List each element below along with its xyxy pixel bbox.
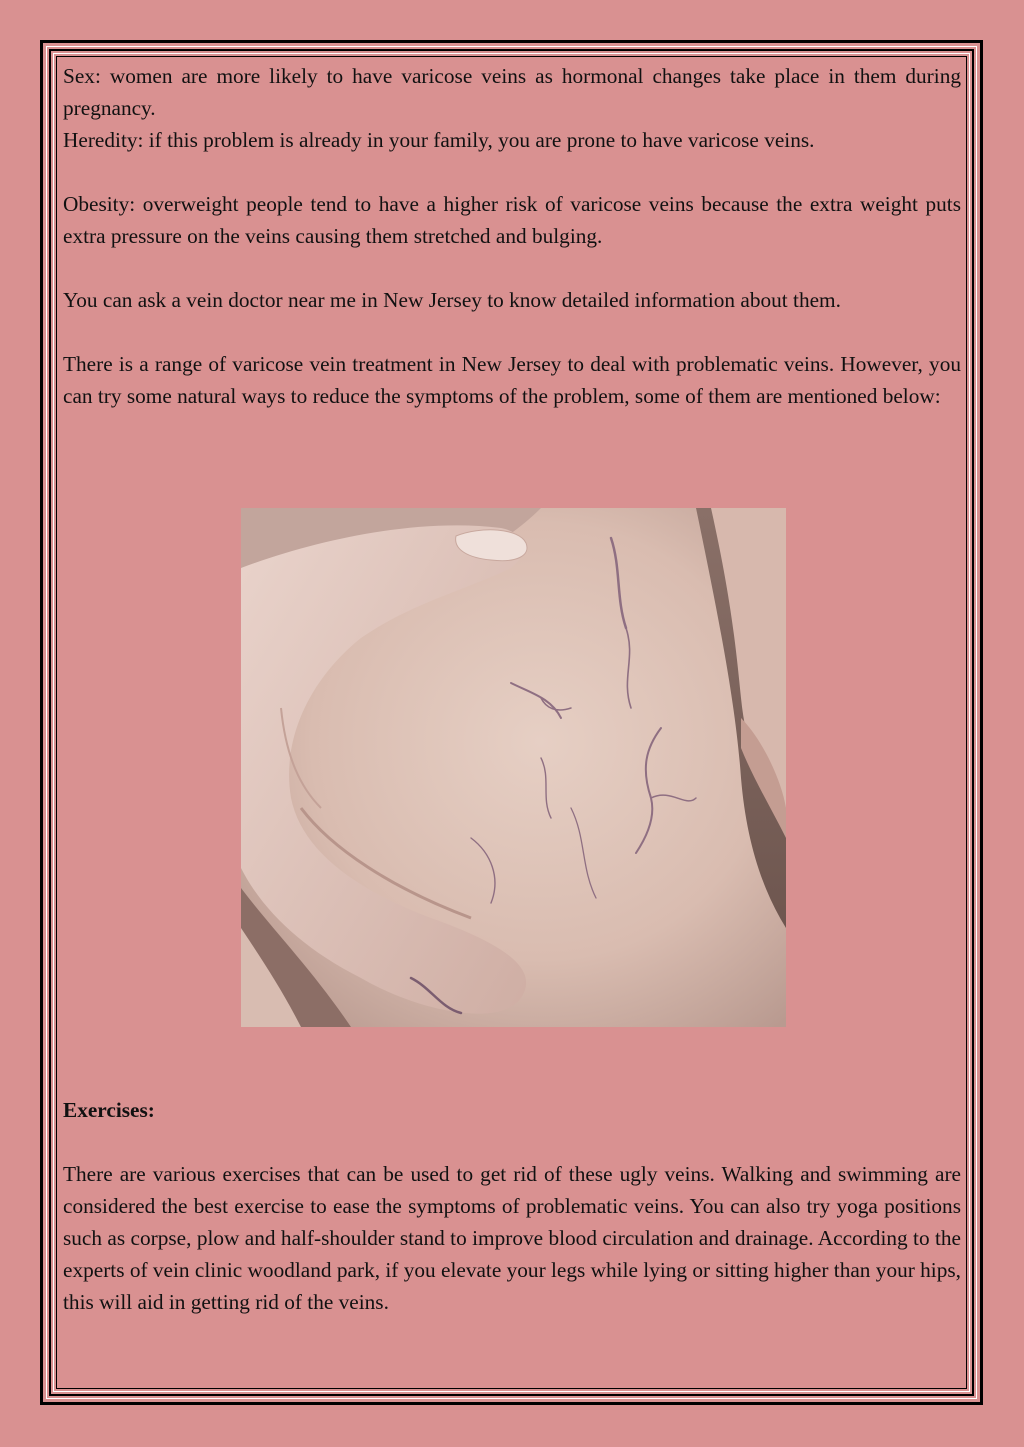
obesity-paragraph: Obesity: overweight people tend to have a higher risk of varicose veins because the extra weight puts extra pressure on the veins causing them stretched and bulging. [63, 192, 961, 248]
intro-section [63, 60, 961, 412]
exercises-paragraph: There are various exercises that can be used to get rid of these ugly veins. Walking and swimming are considered the best exercise to ease the symptoms of problematic veins. You can also try yoga positions such as corpse, plow and half-shoulder stand to improve blood circulation and drainage. According to the experts of vein clinic woodland park, if you elevate your legs while lying or sitting higher than your hips, this will aid in getting rid of the veins. [63, 1162, 961, 1314]
sex-paragraph: Sex: women are more likely to have varicose veins as hormonal changes take place in them during pregnancy. [63, 64, 961, 120]
doctor-paragraph: You can ask a vein doctor near me in New Jersey to know detailed information about them. [63, 288, 841, 312]
exercises-section [63, 1094, 961, 1318]
exercises-heading: Exercises: [63, 1098, 155, 1122]
heredity-paragraph: Heredity: if this problem is already in your family, you are prone to have varicose veins. [63, 128, 815, 152]
treatment-paragraph: There is a range of varicose vein treatment in New Jersey to deal with problematic veins. However, you can try some natural ways to reduce the symptoms of the problem, some of them are mentioned below: [63, 352, 961, 408]
varicose-veins-photo [241, 508, 786, 1027]
